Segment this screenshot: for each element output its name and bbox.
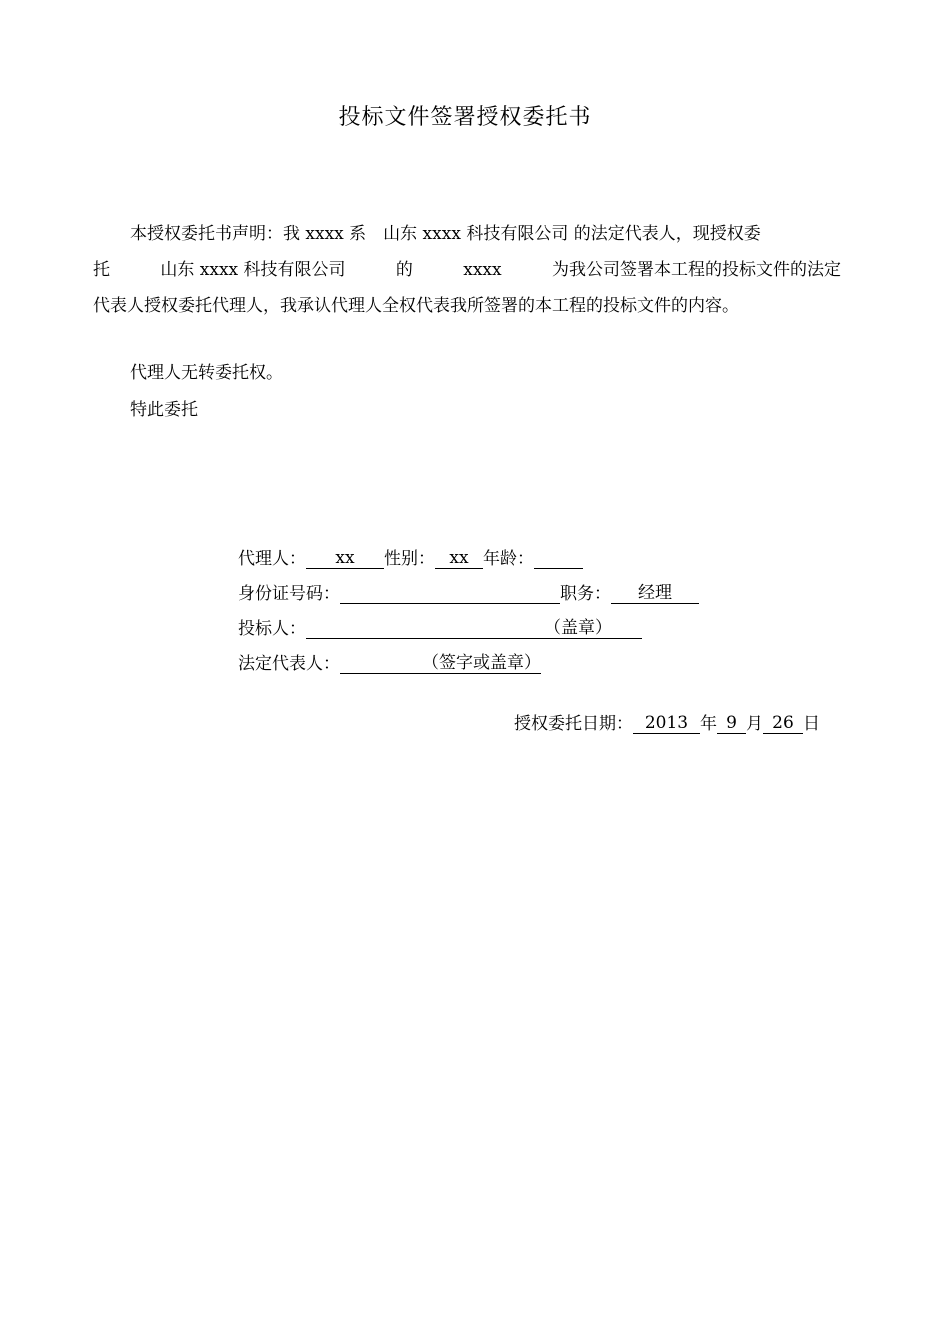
- hereby-text: 特此委托: [130, 400, 198, 420]
- authorization-date: [514, 709, 820, 734]
- age-label: 年龄：: [483, 549, 534, 569]
- gender-field[interactable]: xx: [435, 547, 483, 569]
- no-sub-delegation-text: 代理人无转委托权。: [130, 363, 283, 383]
- legal-rep-row: [238, 639, 699, 674]
- position-label: 职务：: [560, 584, 611, 604]
- date-year-field[interactable]: 2013: [633, 712, 700, 734]
- date-day-field[interactable]: 26: [763, 712, 803, 734]
- date-month-field[interactable]: 9: [717, 712, 746, 734]
- position-field[interactable]: 经理: [611, 582, 699, 604]
- id-row: [238, 569, 699, 604]
- agent-name-field[interactable]: xx: [306, 547, 384, 569]
- agent-row: [238, 534, 699, 569]
- bidder-seal-field[interactable]: （盖章）: [306, 617, 642, 639]
- statement-line-2-part: 的: [395, 260, 413, 280]
- statement-line-2-part: 为我公司签署本工程的投标文件的法定: [551, 260, 841, 280]
- statement-line-1: 本授权委托书声明：我 xxxx 系 山东 xxxx 科技有限公司 的法定代表人，现授权委: [130, 224, 761, 244]
- age-field[interactable]: [534, 547, 583, 569]
- legal-rep-sign-field[interactable]: （签字或盖章）: [340, 652, 541, 674]
- date-year-unit: 年: [700, 714, 717, 734]
- date-month-unit: 月: [746, 714, 763, 734]
- statement-line-2-part: xxxx: [463, 260, 502, 280]
- id-number-label: 身份证号码：: [238, 584, 340, 604]
- date-day-unit: 日: [803, 714, 820, 734]
- bidder-row: [238, 604, 699, 639]
- statement-line-2-part: 山东 xxxx 科技有限公司: [160, 260, 346, 280]
- statement-paragraph: [93, 216, 841, 324]
- date-label: 授权委托日期：: [514, 714, 633, 734]
- gender-label: 性别：: [384, 549, 435, 569]
- statement-line-3: 代表人授权委托代理人，我承认代理人全权代表我所签署的本工程的投标文件的内容。: [93, 296, 739, 316]
- bidder-label: 投标人：: [238, 619, 306, 639]
- agent-label: 代理人：: [238, 549, 306, 569]
- id-number-field[interactable]: [340, 582, 560, 604]
- statement-line-2-part: 托: [93, 260, 110, 280]
- statement-line-2: [93, 252, 841, 288]
- document-title: 投标文件签署授权委托书: [338, 105, 592, 130]
- signature-form: [238, 534, 699, 674]
- legal-rep-label: 法定代表人：: [238, 654, 340, 674]
